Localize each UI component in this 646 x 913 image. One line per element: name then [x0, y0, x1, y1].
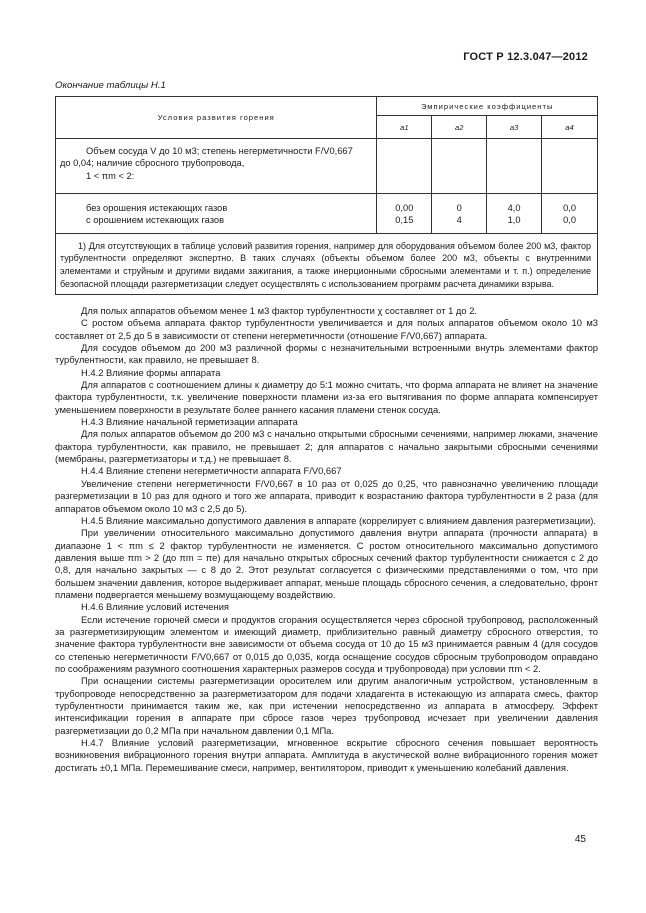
section-heading: Н.4.4 Влияние степени негерметичности аппарата F/V0,667 — [81, 465, 342, 477]
row-labels — [56, 194, 377, 234]
paragraph: Для полых аппаратов объемом до 200 м3 с начально открытыми сбросными сечениями, например люками, значение фактора турбулентности, как правило, не превышает 2; для аппаратов с начально закрытыми сбросными сечениями (мембраны, разгерметизаторы и т.д.) не превышает 8. — [55, 428, 598, 465]
paragraph: Для полых аппаратов объемом менее 1 м3 фактор турбулентности χ составляет от 1 до 2. — [81, 305, 478, 316]
paragraph: Если истечение горючей смеси и продуктов сгорания осуществляется через сбросной трубопровод, расположенный за разгерметизирующим элементом и имеющий диаметр, приблизительно равный диаметру сбросного отверстия, то значение фактора турбулентности вне зависимости от объема сосуда от 10 до 15 м3 принимается равным 4 (для сосудов со степенью негерметичности F/V0,667 от 0,015 до 0,035, когда оснащение сосудов сбросным трубопроводом оправдано по соображениям разумного соотношения характерных размеров сосуда и трубопровода) при условии πm < 2. — [55, 613, 598, 674]
paragraph: С ростом объема аппарата фактор турбулентности увеличивается и для полых аппаратов объемом около 10 м3 составляет от 2,5 до 5 в зависимости от степени негерметичности (отношение F/V0,667) аппарата. — [55, 317, 598, 341]
coeff-header-a3: a3 — [487, 116, 542, 139]
section-heading: Н.4.3 Влияние начальной герметизации аппарата — [81, 416, 298, 428]
section-heading: Н.4.5 Влияние максимально допустимого давления в аппарате (коррелирует с влиянием давления разгерметизации). — [81, 514, 596, 526]
a2-cell: 0 4 — [432, 194, 487, 234]
a4-cell: 0,0 0,0 — [542, 194, 598, 234]
page-number: 45 — [574, 834, 586, 845]
row-label: с орошением истекающих газов — [86, 215, 225, 226]
paragraph: Увеличение степени негерметичности F/V0,667 в 10 раз от 0,025 до 0,25, что равнозначно увеличению площади разгерметизации в 10 раз для одного и того же аппарата, приводит к возрастанию фактора турбулентности в 2 раза (для аппаратов объемом около 10 м3 с 2,5 до 5). — [55, 477, 598, 514]
section-heading: Н.4.2 Влияние формы аппарата — [81, 366, 221, 378]
coeff-header-a2: a2 — [432, 116, 487, 139]
group-line: 1 < πm < 2: — [86, 170, 135, 181]
paragraph: При оснащении системы разгерметизации оросителем или другим аналогичным устройством, установленным в трубопроводе непосредственно за разгерметизатором для подачи хладагента в истекающую из аппарата смесь, фактор турбулентности принимается таким же, как при истечении непосредственно из аппарата в атмосферу. Эффект интенсификации горения в аппарате при сбросе газов через трубопровод исчезает при увеличении давления разгерметизации до 0,2 МПа при начальном давлении 0,1 МПа. — [55, 675, 598, 736]
group-line: до 0,04; наличие сбросного трубопровода, — [60, 158, 245, 169]
coeff-header-a4: a4 — [542, 116, 598, 139]
table-caption: Окончание таблицы Н.1 — [55, 80, 166, 91]
paragraph: Н.4.7 Влияние условий разгерметизации, мгновенное вскрытие сбросного сечения повышает вероятность возникновения вибрационного горения внутри аппарата. Амплитуда в акустической волне вибрационного горения может достигать ±0,1 МПа. Перемешивание смеси, например, вентилятором, приводит к уменьшению колебаний давления. — [55, 737, 598, 773]
document-code: ГОСТ Р 12.3.047—2012 — [463, 51, 588, 63]
section-heading: Н.4.6 Влияние условий истечения — [81, 601, 230, 613]
paragraph: При увеличении относительного максимально допустимого давления внутри аппарата (прочности аппарата) в диапазоне 1 < πm ≤ 2 фактор турбулентности не изменяется. С ростом относительного максимально допустимого давления выше πm > 2 (до πm = πe) для начально открытых сбросных сечений фактор турбулентности снижается с 2 до 0,8, для начально закрытых — с 8 до 2. Этот результат согласуется с физическими представлениями о том, что при большем значении давления, которое выдерживает аппарат, меньше площадь сбросного сечения, а следовательно, фронт пламени подвергается меньшему возмущающему воздействию. — [55, 527, 598, 600]
paragraph: Для сосудов объемом до 200 м3 различной формы с незначительными встроенными внутрь элементами фактор турбулентности, как правило, не превышает 8. — [55, 342, 598, 366]
paragraph: Для аппаратов с соотношением длины к диаметру до 5:1 можно считать, что форма аппарата не влияет на значение фактора турбулентности, т.к. увеличение поверхности пламени из-за его вытягивания по форме аппарата компенсирует уменьшением поверхности в результате более раннего касания пламени стенок сосуда. — [55, 379, 598, 415]
coeff-header-a1: a1 — [377, 116, 432, 139]
coefficients-table — [55, 96, 598, 295]
row-group-conditions — [56, 139, 377, 194]
row-label: без орошения истекающих газов — [86, 203, 228, 213]
coefficients-header: Эмпирические коэффициенты — [377, 97, 598, 116]
body-text — [55, 305, 598, 774]
a3-cell: 4,0 1,0 — [487, 194, 542, 234]
table-footnote: 1) Для отсутствующих в таблице условий развития горения, например для оборудования объемом более 200 м3, фактор турбулентности определяют экспертно. В таких случаях (объекты объемом более 200 м3, объекты с внутренними элементами и струйным и другими видами зажигания, а также инерционными сбросными элементами и т. п.) определение безопасной площади разгерметизации следует осуществлять с использованием программ расчета динамики взрыва. — [56, 233, 598, 294]
conditions-header: Условия развития горения — [56, 97, 377, 139]
a1-cell: 0,00 0,15 — [377, 194, 432, 234]
group-line: Объем сосуда V до 10 м3; степень негерметичности F/V0,667 — [86, 146, 353, 156]
